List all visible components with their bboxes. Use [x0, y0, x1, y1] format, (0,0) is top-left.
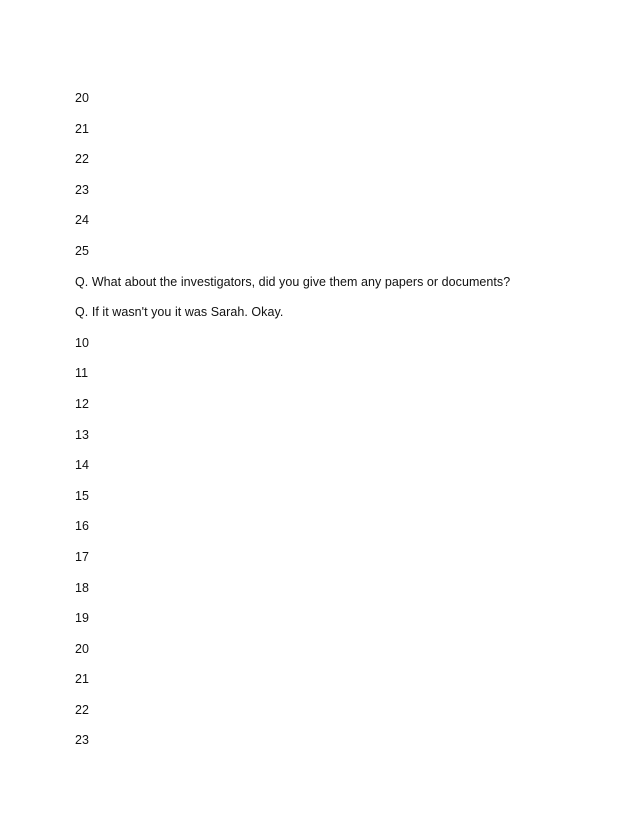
- transcript-line: 13: [75, 427, 90, 442]
- transcript-lines: [75, 88, 510, 761]
- transcript-line: 25: [75, 243, 90, 258]
- transcript-line: 22: [75, 152, 90, 167]
- transcript-line: 20: [75, 91, 90, 105]
- transcript-line: 22: [75, 702, 90, 717]
- transcript-question: Q. If it wasn't you it was Sarah. Okay.: [75, 305, 284, 320]
- transcript-line: 23: [75, 182, 90, 197]
- transcript-line: 10: [75, 335, 90, 350]
- transcript-line: 23: [75, 733, 90, 748]
- transcript-line: 24: [75, 213, 90, 228]
- transcript-line: 11: [75, 366, 89, 381]
- transcript-line: 16: [75, 519, 90, 534]
- transcript-line: 19: [75, 611, 90, 626]
- transcript-line: 12: [75, 396, 90, 411]
- transcript-line: 15: [75, 488, 90, 503]
- transcript-line: 18: [75, 580, 90, 595]
- transcript-line: 21: [75, 121, 90, 136]
- transcript-line: 17: [75, 549, 90, 564]
- transcript-line: 21: [75, 672, 90, 687]
- transcript-question: Q. What about the investigators, did you give them any papers or documents?: [75, 274, 511, 289]
- transcript-line: 14: [75, 458, 90, 473]
- transcript-line: 20: [75, 641, 90, 656]
